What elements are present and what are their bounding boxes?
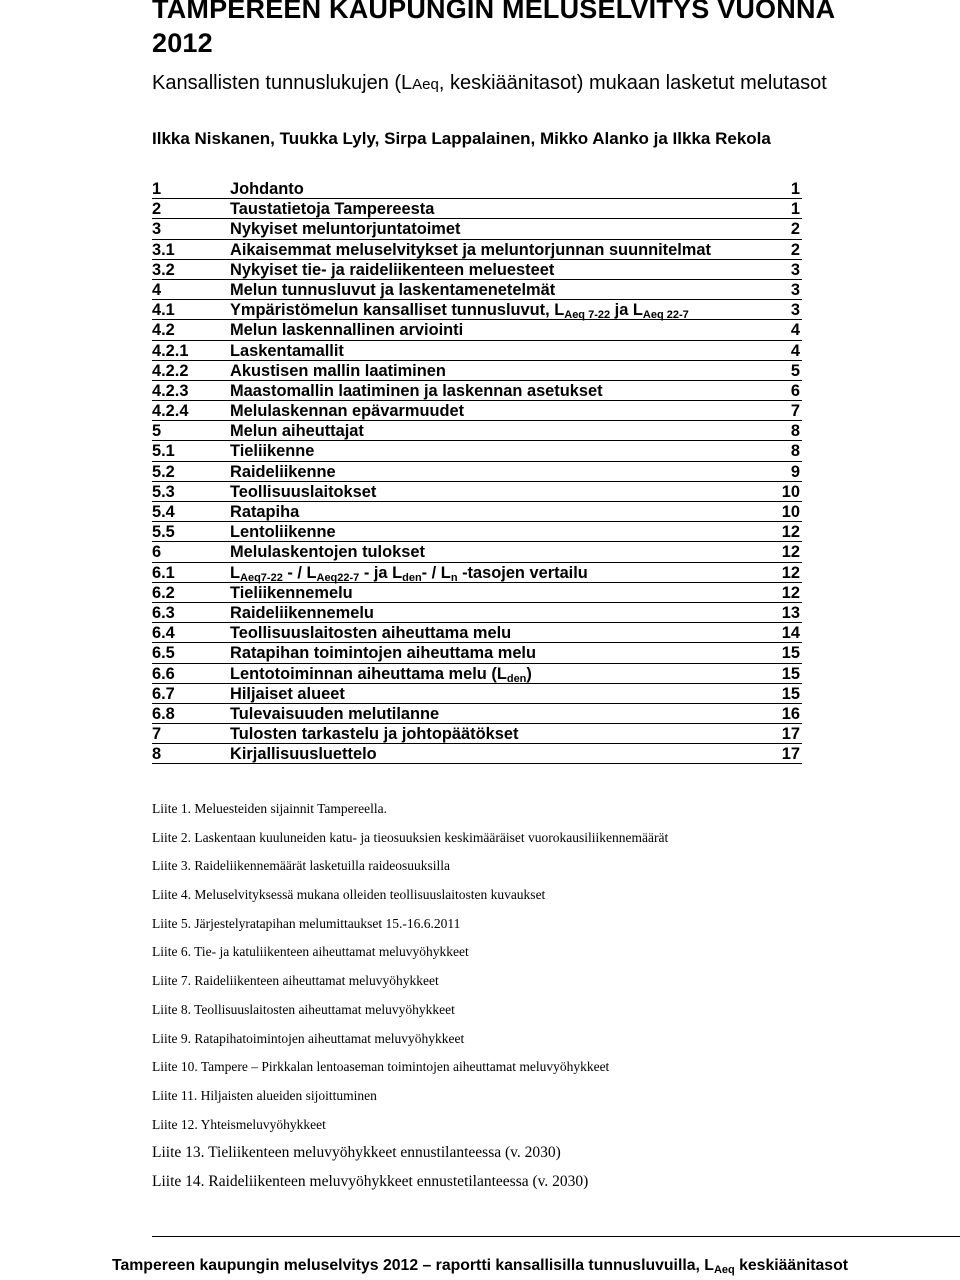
footer-divider (152, 1236, 960, 1237)
toc-row[interactable] (152, 482, 802, 502)
toc-title (230, 300, 689, 320)
appendix-item[interactable]: Liite 3. Raideliikennemäärät lasketuilla raideosuuksilla (152, 858, 451, 874)
toc-number: 4.2.3 (152, 381, 189, 400)
toc-row[interactable] (152, 280, 802, 300)
page-footer (0, 1257, 960, 1275)
toc-row[interactable] (152, 179, 802, 199)
toc-title: Kirjallisuusluettelo (230, 745, 377, 764)
appendix-item[interactable]: Liite 9. Ratapihatoimintojen aiheuttamat meluvyöhykkeet (152, 1030, 465, 1046)
toc-row[interactable] (152, 421, 802, 441)
toc-page: 1 (790, 200, 800, 219)
toc-subscript: den (402, 571, 422, 584)
toc-row[interactable] (152, 603, 802, 623)
toc-number: 2 (152, 200, 162, 219)
toc-number: 1 (152, 180, 162, 198)
toc-number: 4 (152, 280, 162, 299)
toc-title: Maastomallin laatiminen ja laskennan asetukset (230, 381, 603, 400)
toc-page: 15 (781, 684, 800, 703)
toc-title: Melun aiheuttajat (230, 422, 364, 441)
toc-number: 3 (152, 220, 162, 239)
appendix-item[interactable]: Liite 6. Tie- ja katuliikenteen aiheuttamat meluvyöhykkeet (152, 944, 469, 960)
toc-page: 2 (790, 220, 800, 239)
toc-row[interactable] (152, 199, 802, 219)
toc-page: 2 (790, 240, 800, 259)
document-subtitle (152, 70, 912, 98)
toc-number: 6 (152, 543, 162, 562)
toc-number: 6.6 (152, 664, 175, 683)
toc-title-text: Ympäristömelun kansalliset tunnusluvut, L (230, 301, 565, 320)
toc-page: 3 (790, 280, 800, 299)
toc-number: 6.3 (152, 603, 175, 622)
toc-title-text: - / L (282, 563, 317, 582)
appendix-item[interactable]: Liite 1. Meluesteiden sijainnit Tampereella. (152, 801, 387, 816)
toc-subscript: Aeq 22-7 (642, 309, 689, 322)
toc-page: 10 (781, 503, 800, 521)
toc-title: Aikaisemmat meluselvitykset ja meluntorjunnan suunnitelmat (230, 240, 711, 259)
toc-page: 16 (781, 704, 800, 723)
toc-page: 17 (781, 725, 800, 744)
toc-title: Teollisuuslaitosten aiheuttama melu (230, 624, 512, 643)
toc-title: Tulosten tarkastelu ja johtopäätökset (230, 725, 519, 744)
toc-title: Johdanto (230, 180, 304, 198)
toc-title: Hiljaiset alueet (230, 684, 345, 703)
toc-row[interactable] (152, 300, 802, 320)
toc-title: Taustatietoja Tampereesta (230, 200, 435, 219)
appendix-item[interactable]: Liite 11. Hiljaisten alueiden sijoittuminen (152, 1087, 377, 1103)
toc-page: 12 (781, 563, 800, 582)
toc-row[interactable] (152, 320, 802, 340)
toc-row[interactable] (152, 664, 802, 684)
toc-page: 9 (790, 462, 800, 481)
toc-row[interactable] (152, 401, 802, 421)
toc-number: 5.4 (152, 503, 175, 521)
appendix-item[interactable]: Liite 12. Yhteismeluvyöhykkeet (152, 1116, 326, 1132)
toc-number: 6.2 (152, 583, 175, 602)
toc-number: 5.2 (152, 462, 175, 481)
toc-page: 3 (790, 301, 800, 320)
toc-row[interactable] (152, 502, 802, 522)
toc-title: Ratapihan toimintojen aiheuttama melu (230, 644, 536, 663)
toc-page: 17 (781, 745, 800, 764)
toc-number: 5.3 (152, 482, 175, 501)
toc-row[interactable] (152, 704, 802, 724)
toc-page: 14 (781, 624, 800, 643)
toc-subscript: Aeq7-22 (240, 571, 283, 584)
toc-title-text: - / L (421, 563, 451, 582)
toc-subscript: Aeq 7-22 (564, 309, 611, 322)
toc-title: Tieliikennemelu (230, 583, 353, 602)
toc-number: 3.1 (152, 240, 175, 259)
toc-page: 6 (790, 381, 800, 400)
toc-row[interactable] (152, 522, 802, 542)
toc-page: 8 (790, 422, 800, 441)
toc-page: 15 (781, 644, 800, 663)
subtitle-pre: Kansallisten tunnuslukujen (L (152, 72, 413, 94)
authors: Ilkka Niskanen, Tuukka Lyly, Sirpa Lappalainen, Mikko Alanko ja Ilkka Rekola (152, 129, 771, 148)
appendix-item[interactable]: Liite 2. Laskentaan kuuluneiden katu- ja tieosuuksien keskimääräiset vuorokausiliikennemäärät (152, 829, 669, 845)
toc-number: 6.8 (152, 704, 175, 723)
toc-number: 4.2.4 (152, 402, 189, 421)
appendix-item[interactable]: Liite 7. Raideliikenteen aiheuttamat meluvyöhykkeet (152, 973, 439, 989)
toc-title: Lentoliikenne (230, 523, 336, 542)
toc-number: 5.1 (152, 442, 175, 461)
toc-title-text: -tasojen vertailu (457, 563, 588, 582)
appendix-item[interactable]: Liite 14. Raideliikenteen meluvyöhykkeet ennustetilanteessa (v. 2030) (152, 1172, 589, 1190)
appendix-item[interactable]: Liite 13. Tieliikenteen meluvyöhykkeet ennustilanteessa (v. 2030) (152, 1144, 561, 1162)
toc-page: 13 (781, 603, 800, 622)
toc-page: 12 (781, 583, 800, 602)
toc-title: Melulaskennan epävarmuudet (230, 402, 465, 421)
toc-subscript: Aeq22-7 (316, 571, 360, 584)
toc-number: 4.2 (152, 321, 175, 340)
toc-row[interactable] (152, 623, 802, 643)
toc-title-text: - ja L (359, 563, 403, 582)
toc-title: Tieliikenne (230, 442, 315, 461)
toc-title: Akustisen mallin laatiminen (230, 361, 446, 380)
toc-page: 4 (790, 321, 800, 340)
toc-number: 3.2 (152, 260, 175, 279)
appendix-item[interactable]: Liite 10. Tampere – Pirkkalan lentoaseman toimintojen aiheuttamat meluvyöhykkeet (152, 1059, 610, 1075)
toc-row[interactable] (152, 583, 802, 603)
appendix-item[interactable]: Liite 8. Teollisuuslaitosten aiheuttamat meluvyöhykkeet (152, 1001, 455, 1017)
toc-title: Tulevaisuuden melutilanne (230, 704, 440, 723)
footer-text: keskiäänitasot (734, 1257, 848, 1274)
toc-number: 4.2.2 (152, 361, 189, 380)
appendix-item[interactable]: Liite 4. Meluselvityksessä mukana olleiden teollisuuslaitosten kuvaukset (152, 887, 546, 903)
toc-row[interactable] (152, 240, 802, 260)
toc-row[interactable] (152, 643, 802, 663)
toc-number: 6.4 (152, 624, 175, 643)
toc-title-text: ja L (610, 301, 643, 320)
subtitle-sub: Aeq (412, 76, 439, 93)
toc-number: 4.1 (152, 301, 175, 320)
toc-page: 12 (781, 543, 800, 562)
toc-row[interactable] (152, 260, 802, 280)
table-of-contents (152, 179, 802, 764)
toc-row[interactable] (152, 542, 802, 562)
toc-title: Nykyiset tie- ja raideliikenteen meluesteet (230, 260, 555, 279)
footer-subscript: Aeq (713, 1264, 735, 1276)
toc-row[interactable] (152, 219, 802, 239)
toc-title: Melulaskentojen tulokset (230, 543, 425, 562)
toc-row[interactable] (152, 441, 802, 461)
footer-text: Tampereen kaupungin meluselvitys 2012 – raportti kansallisilla tunnusluvuilla, L (112, 1257, 714, 1274)
toc-row[interactable] (152, 462, 802, 482)
toc-number: 5 (152, 422, 162, 441)
toc-title: Laskentamallit (230, 341, 344, 360)
document-title: TAMPEREEN KAUPUNGIN MELUSELVITYS VUONNA 2012 (152, 0, 835, 58)
toc-title (230, 664, 532, 684)
toc-row[interactable] (152, 684, 802, 704)
toc-page: 1 (790, 180, 800, 198)
toc-row[interactable] (152, 381, 802, 401)
toc-row[interactable] (152, 563, 802, 583)
toc-title: Teollisuuslaitokset (230, 482, 377, 501)
toc-page: 7 (790, 402, 800, 421)
toc-subscript: n (450, 571, 458, 584)
toc-page: 5 (790, 361, 800, 380)
toc-title: Raideliikennemelu (230, 603, 374, 622)
toc-title: Melun laskennallinen arviointi (230, 321, 464, 340)
toc-row[interactable] (152, 341, 802, 361)
subtitle-post: , keskiäänitasot) mukaan lasketut melutasot (438, 72, 827, 94)
toc-page: 3 (790, 260, 800, 279)
toc-number: 8 (152, 745, 162, 764)
appendix-list (152, 795, 852, 1197)
toc-title: Raideliikenne (230, 462, 336, 481)
toc-page: 4 (790, 341, 800, 360)
toc-number: 5.5 (152, 523, 175, 542)
appendix-item[interactable]: Liite 5. Järjestelyratapihan melumittaukset 15.-16.6.2011 (152, 915, 461, 931)
toc-row[interactable] (152, 361, 802, 381)
toc-title: Melun tunnusluvut ja laskentamenetelmät (230, 280, 556, 299)
toc-row[interactable] (152, 744, 802, 764)
toc-title: Ratapiha (230, 503, 300, 521)
toc-subscript: den (506, 672, 527, 685)
toc-title (230, 563, 588, 583)
toc-title-text: L (230, 563, 241, 582)
toc-page: 8 (790, 442, 800, 461)
toc-number: 6.1 (152, 563, 175, 582)
toc-title-text: ) (526, 664, 532, 683)
toc-page: 10 (781, 482, 800, 501)
toc-number: 7 (152, 725, 162, 744)
toc-page: 15 (781, 664, 800, 683)
toc-row[interactable] (152, 724, 802, 744)
toc-number: 6.5 (152, 644, 175, 663)
toc-title: Nykyiset meluntorjuntatoimet (230, 220, 461, 239)
toc-number: 4.2.1 (152, 341, 189, 360)
toc-page: 12 (781, 523, 800, 542)
toc-number: 6.7 (152, 684, 175, 703)
toc-title-text: Lentotoiminnan aiheuttama melu (L (230, 664, 507, 683)
